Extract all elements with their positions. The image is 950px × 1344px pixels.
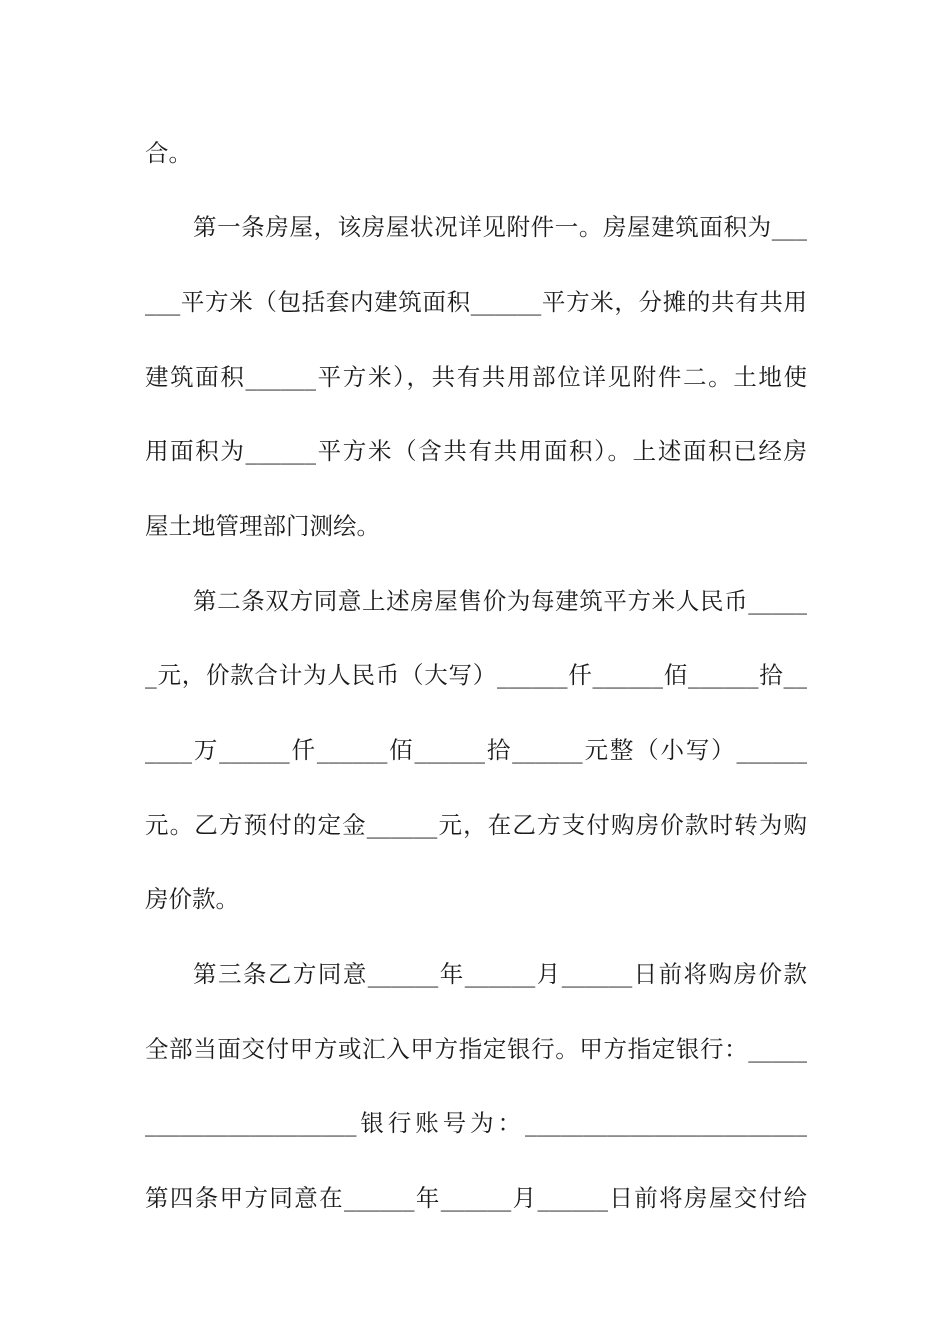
clause-1-line-5: 屋土地管理部门测绘。 [145, 512, 380, 540]
clause-3-line-2: 全部当面交付甲方或汇入甲方指定银行。甲方指定银行：_____ [145, 1035, 807, 1063]
clause-2-line-2: _元，价款合计为人民币（大写）______仟______佰______拾__ [145, 661, 807, 689]
clause-1-line-3: 建筑面积______平方米），共有共用部位详见附件二。土地使 [145, 363, 807, 391]
clause-3-line-1: 第三条乙方同意______年______月______日前将购房价款 [193, 960, 807, 988]
clause-1-line-4: 用面积为______平方米（含共有共用面积）。上述面积已经房 [145, 437, 807, 465]
clause-1-line-2: ___平方米（包括套内建筑面积______平方米，分摊的共有共用 [145, 288, 807, 316]
clause-2-line-1: 第二条双方同意上述房屋售价为每建筑平方米人民币_____ [193, 587, 807, 615]
clause-3-line-3: __________________银行账号为：________________________ [145, 1109, 807, 1137]
clause-4-line-1: 第四条甲方同意在______年______月______日前将房屋交付给 [145, 1184, 807, 1212]
clause-1-line-1: 第一条房屋，该房屋状况详见附件一。房屋建筑面积为___ [193, 213, 807, 241]
clause-2-line-3: ____万______仟______佰______拾______元整（小写）______ [145, 736, 807, 764]
clause-2-line-5: 房价款。 [145, 885, 239, 913]
text-line-1: 合。 [145, 139, 192, 167]
clause-2-line-4: 元。乙方预付的定金______元，在乙方支付购房价款时转为购 [145, 811, 807, 839]
